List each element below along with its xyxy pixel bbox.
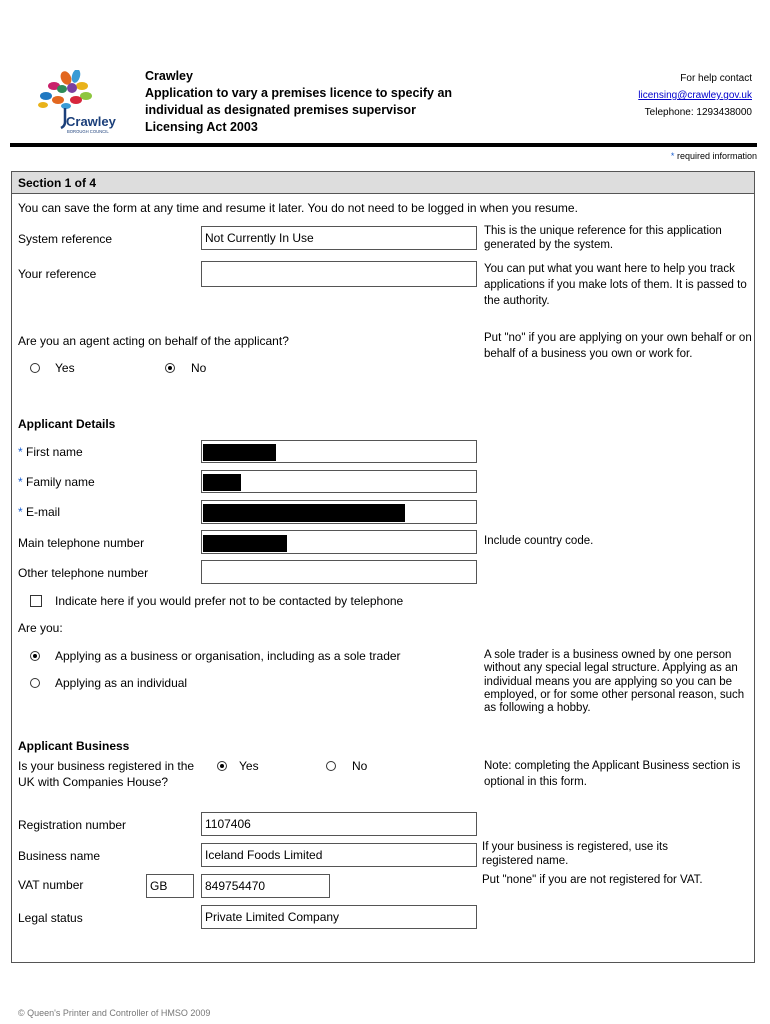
business-option-label: Applying as a business or organisation, including as a sole trader [55,649,401,663]
redaction-family-name [203,474,241,491]
registered-question: Is your business registered in the UK with Companies House? [18,759,195,789]
main-phone-input[interactable] [201,530,477,554]
redaction-email [203,504,405,522]
business-optional-note: Note: completing the Applicant Business section is optional in this form. [484,760,741,788]
form-title-line1: Application to vary a premises licence to specify an [145,86,453,100]
email-label: * E-mail [18,505,61,519]
required-info-note: * required information [670,151,757,161]
registration-number-input[interactable]: 1107406 [201,812,477,836]
agent-note: Put "no" if you are applying on your own behalf or on behalf of a business you own or work for. [484,332,752,360]
vat-note: Put "none" if you are not registered for VAT. [482,874,703,886]
main-phone-note: Include country code. [484,535,594,547]
legal-status-field[interactable]: Private Limited Company [201,905,477,929]
act-name: Licensing Act 2003 [145,120,258,134]
crawley-logo [34,70,124,136]
other-phone-input[interactable] [201,560,477,584]
no-phone-contact-checkbox[interactable] [30,595,42,607]
agent-no-label: No [191,361,207,375]
email-input[interactable] [201,500,477,524]
form-header-title [145,68,452,136]
help-telephone: Telephone: 1293438000 [644,107,752,118]
redaction-first-name [203,444,276,461]
registered-yes-label: Yes [239,759,259,773]
section-header: Section 1 of 4 [12,172,754,194]
form-title-line2: individual as designated premises supervisor [145,103,416,117]
business-name-input[interactable]: Iceland Foods Limited [201,843,477,867]
main-phone-label: Main telephone number [18,536,145,550]
system-reference-field[interactable]: Not Currently In Use [201,226,477,250]
applicant-details-heading: Applicant Details [18,417,116,431]
redaction-main-phone [203,535,287,552]
registered-yes-radio[interactable] [217,761,227,771]
other-phone-label: Other telephone number [18,566,149,580]
agent-no-radio[interactable] [165,363,175,373]
section-intro: You can save the form at any time and resume it later. You do not need to be logged in when you resume. [18,201,578,215]
registered-no-label: No [352,759,368,773]
sole-trader-note: A sole trader is a business owned by one person without any special legal structure. Applying as an individual means you are applying so you can be employed, or for some other personal reason, such as following a hobby. [484,649,745,715]
business-name-note: If your business is registered, use its registered name. [482,841,668,867]
registered-no-radio[interactable] [326,761,336,771]
agent-yes-radio[interactable] [30,363,40,373]
your-reference-label: Your reference [18,267,97,281]
council-name: Crawley [145,69,193,83]
copyright-footer: © Queen's Printer and Controller of HMSO 2009 [18,1008,211,1018]
tree-logo-icon [34,70,124,136]
header-divider [10,143,757,147]
system-reference-label: System reference [18,232,113,246]
registration-number-label: Registration number [18,818,127,832]
help-contact [638,70,752,121]
individual-radio[interactable] [30,678,40,688]
business-name-label: Business name [18,849,101,863]
no-phone-contact-label: Indicate here if you would prefer not to be contacted by telephone [55,594,404,608]
are-you-label: Are you: [18,621,63,635]
business-radio[interactable] [30,651,40,661]
family-name-input[interactable] [201,470,477,493]
first-name-label: * First name [18,445,83,459]
help-email-link[interactable]: licensing@crawley.gov.uk [638,90,752,101]
agent-yes-label: Yes [55,361,75,375]
system-reference-note: This is the unique reference for this application generated by the system. [484,225,722,251]
individual-option-label: Applying as an individual [55,676,188,690]
your-reference-note: You can put what you want here to help you track applications if you make lots of them. It is passed to the authority. [484,263,747,307]
vat-prefix-field[interactable]: GB [146,874,194,898]
applicant-business-heading: Applicant Business [18,739,130,753]
svg-text:Crawley: Crawley [66,114,116,129]
family-name-label: * Family name [18,475,95,489]
legal-status-label: Legal status [18,911,83,925]
first-name-input[interactable] [201,440,477,463]
agent-question: Are you an agent acting on behalf of the applicant? [18,334,289,348]
help-label: For help contact [680,73,752,84]
vat-number-input[interactable]: 849754470 [201,874,330,898]
vat-number-label: VAT number [18,878,84,892]
svg-text:BOROUGH COUNCIL: BOROUGH COUNCIL [67,129,109,134]
your-reference-input[interactable] [201,261,477,287]
